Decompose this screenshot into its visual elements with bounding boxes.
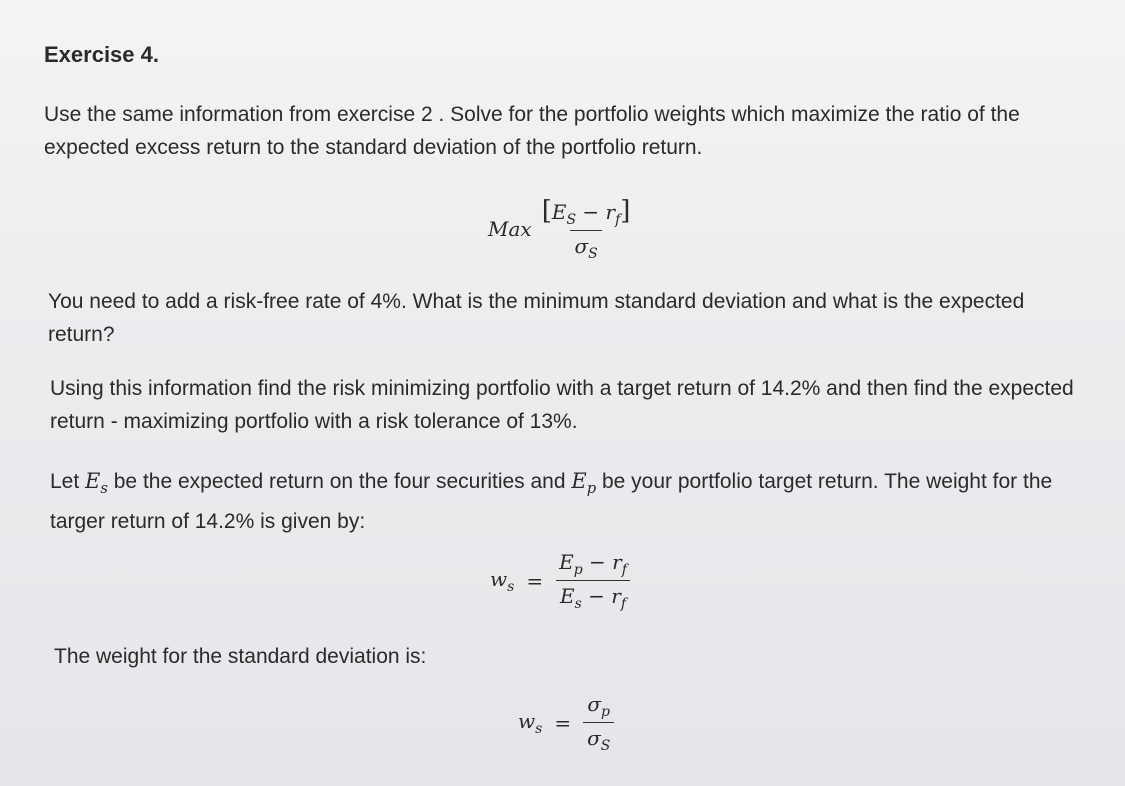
- paragraph-instructions: Use the same information from exercise 2 . Solve for the portfolio weights which maximize the ratio of the expected excess return to the standard deviation of the portfolio return.: [44, 103, 1020, 159]
- ratio-numerator: $[E_S - r_f]$: [541, 196, 631, 228]
- p4-text-2: be the expected return on the four securities and: [107, 470, 572, 493]
- exercise-title: Exercise 4.: [44, 42, 159, 67]
- paragraph-target-return: Using this information find the risk minimizing portfolio with a target return of 14.2% and then find the expected return - maximizing portfolio with a risk tolerance of 13%.: [50, 377, 1074, 433]
- symbol-e-p: $E_p$: [571, 469, 597, 498]
- std-fraction: [583, 692, 614, 754]
- equation-weight-std-dev: $w_s$ = $\frac{\sigma_p}{\sigma_S}$: [518, 692, 614, 754]
- p4-text-3: be your portfolio target return. The weight for the targer return of 14.2% is given by:: [50, 470, 1053, 534]
- equation-weight-target-return: $w_s$ = $\frac{E_p - r_f}{E_s - r_f}$: [490, 550, 631, 612]
- ratio-fraction: [538, 196, 635, 262]
- weight-fraction: [555, 550, 631, 612]
- weight-denominator: $E_s - r_f$: [556, 580, 630, 612]
- std-numerator: $\sigma_p$: [587, 692, 611, 720]
- paragraph-definitions: [50, 465, 1090, 538]
- weight-numerator: $E_p - r_f$: [559, 550, 627, 578]
- std-denominator: $\sigma_S$: [583, 722, 614, 754]
- paragraph-risk-free: You need to add a risk-free rate of 4%. What is the minimum standard deviation and what is the expected return?: [48, 290, 1025, 346]
- ratio-denominator: $\sigma_S$: [570, 230, 601, 262]
- equation-max-ratio: [488, 196, 634, 262]
- max-label: Max: [488, 216, 532, 241]
- weight-symbol-2: $w_s$: [518, 708, 543, 737]
- weight-symbol: $w_s$: [490, 566, 515, 595]
- paragraph-std-weight: The weight for the standard deviation is:: [54, 645, 427, 668]
- symbol-e-s: $E_s$: [85, 469, 108, 498]
- p4-text-1: Let: [50, 470, 86, 493]
